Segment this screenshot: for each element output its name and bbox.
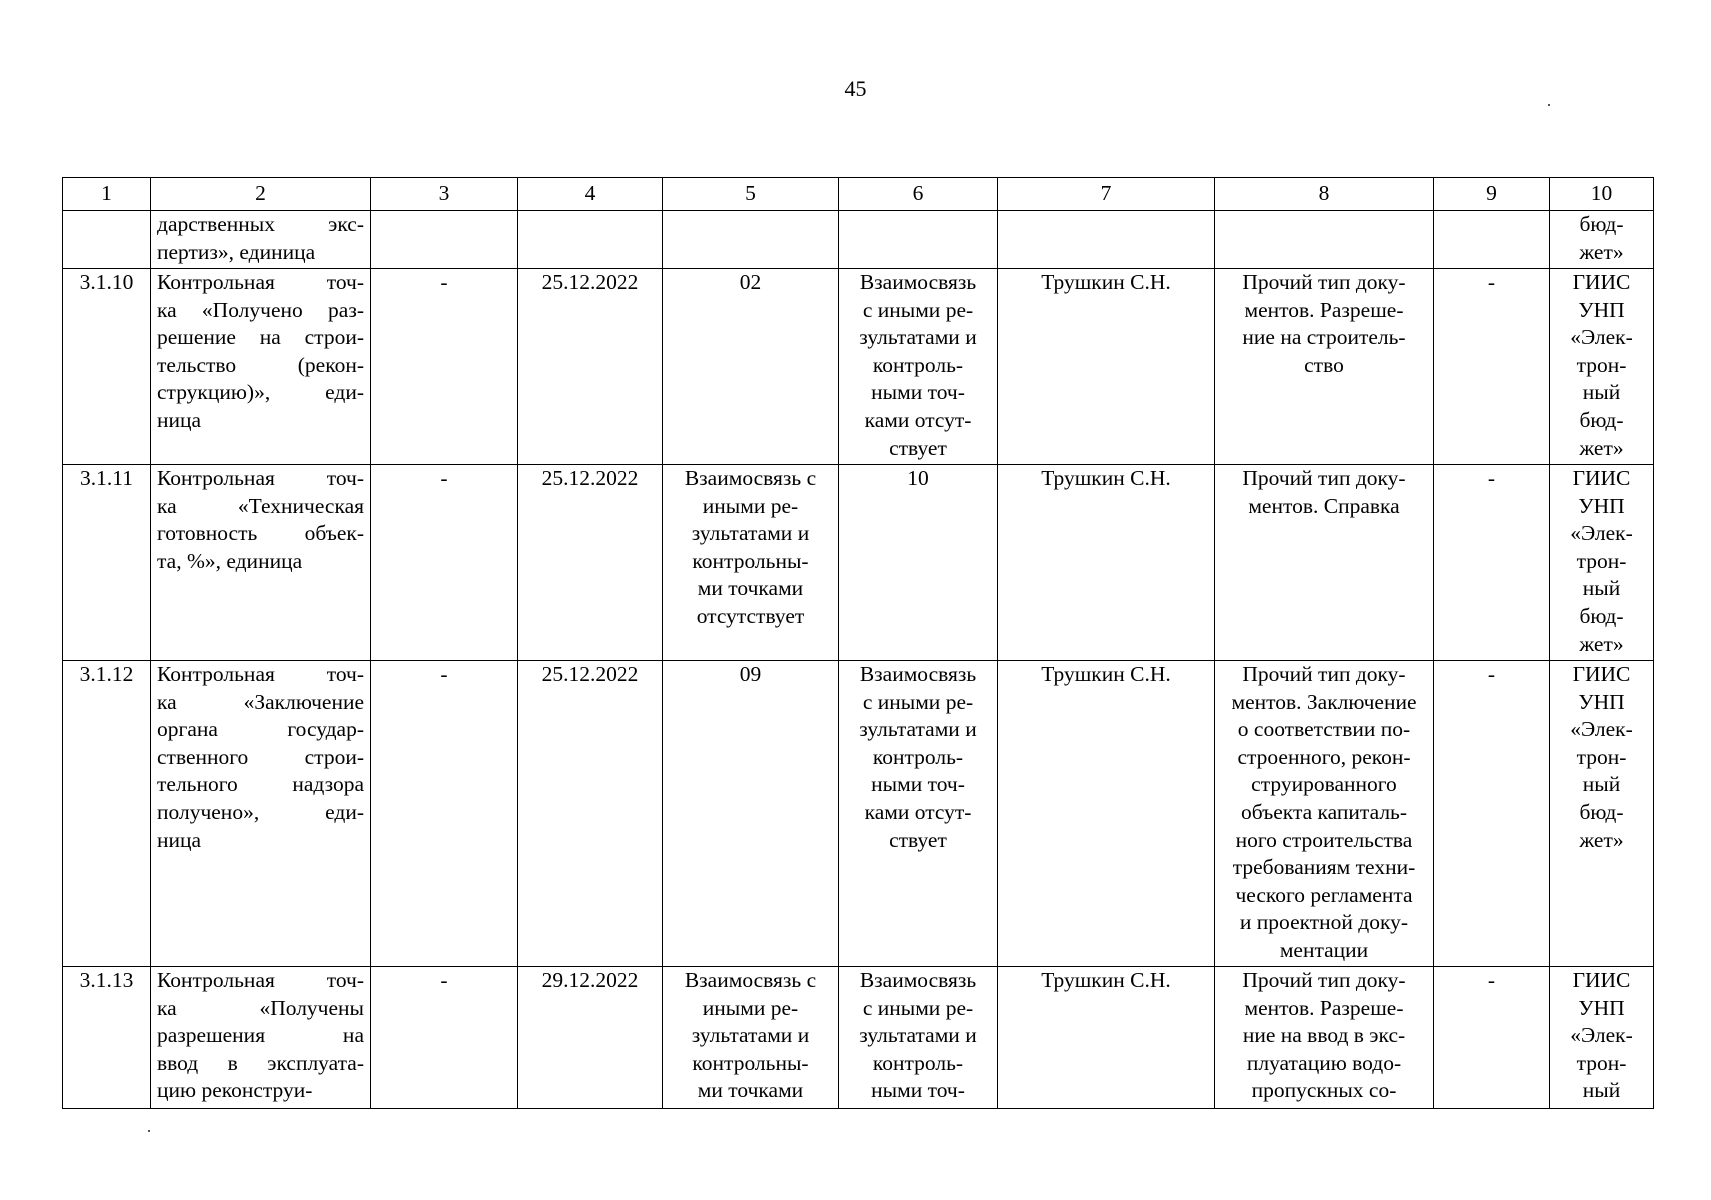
text-line: ми точками xyxy=(697,576,804,601)
text-line: ГИИС xyxy=(1572,968,1631,992)
text-line: ГИИС xyxy=(1572,270,1631,294)
text-line: Взаимосвязь xyxy=(859,968,977,992)
text-line: Трушкин С.Н. xyxy=(1041,662,1171,686)
text-line: - xyxy=(1487,662,1496,686)
text-line: органа государ- xyxy=(157,717,364,742)
text-line: получено», еди- xyxy=(157,799,364,824)
text-line: объекта капиталь- xyxy=(1240,799,1408,824)
text-line: ментов. Разреше- xyxy=(1244,995,1404,1020)
cell xyxy=(839,211,998,269)
system-cell xyxy=(1550,269,1654,465)
text-line: УНП xyxy=(1578,297,1625,322)
text-line: ный xyxy=(1582,1078,1621,1103)
text-line: «Элек- xyxy=(1570,1023,1633,1048)
text-line: тельство (рекон- xyxy=(157,352,364,377)
text-line: УНП xyxy=(1578,493,1625,518)
text-line: 3.1.10 xyxy=(79,270,134,294)
text-line: ментации xyxy=(1279,937,1369,962)
text-line: ствует xyxy=(889,435,947,460)
text-line: контроль- xyxy=(872,352,964,377)
cell xyxy=(1434,211,1550,269)
column-header: 7 xyxy=(998,178,1215,211)
column-header: 8 xyxy=(1215,178,1434,211)
dash-cell xyxy=(1434,269,1550,465)
text-line: ный xyxy=(1582,380,1621,405)
text-line: Контрольная точ- xyxy=(157,466,364,490)
table-row xyxy=(63,661,1654,967)
system-cell xyxy=(1550,967,1654,1109)
text-line: 3.1.12 xyxy=(79,662,134,686)
row-number-cell xyxy=(63,967,151,1109)
related-results-cell xyxy=(663,269,839,465)
text-line: «Элек- xyxy=(1570,325,1633,350)
text-line: бюд- xyxy=(1579,799,1624,824)
text-line: ками отсут- xyxy=(864,407,972,432)
text-line: жет» xyxy=(1579,435,1624,460)
text-line: - xyxy=(440,270,448,294)
text-line: ние на строитель- xyxy=(1242,325,1406,350)
text-line: - xyxy=(1487,270,1496,294)
continuation-row xyxy=(63,211,1654,269)
page-number: 45 xyxy=(844,76,867,101)
text-line: 02 xyxy=(739,270,762,294)
text-line: ментов. Разреше- xyxy=(1244,297,1404,322)
column-header: 9 xyxy=(1434,178,1550,211)
text-line: ными точ- xyxy=(871,380,965,405)
text-line: ГИИС xyxy=(1572,662,1631,686)
text-line: Контрольная точ- xyxy=(157,662,364,686)
text-line: трон- xyxy=(1576,548,1627,573)
scan-speck-bottom xyxy=(148,1130,150,1132)
text-line: ками отсут- xyxy=(864,799,972,824)
indicator-name-cell xyxy=(151,465,371,661)
text-line: 25.12.2022 xyxy=(541,466,639,490)
text-line: ка «Получены xyxy=(157,995,364,1020)
text-line: ными точ- xyxy=(871,772,965,797)
text-line: ГИИС xyxy=(1572,466,1631,490)
cell xyxy=(663,211,839,269)
indicator-name-cell xyxy=(151,211,371,269)
related-points-cell xyxy=(839,661,998,967)
related-points-cell xyxy=(839,967,998,1109)
row-number-cell xyxy=(63,269,151,465)
text-line: струированного xyxy=(1251,772,1397,797)
text-line: УНП xyxy=(1578,995,1625,1020)
text-line: «Элек- xyxy=(1570,717,1633,742)
text-line: Трушкин С.Н. xyxy=(1041,968,1171,992)
text-line: ка «Заключение xyxy=(157,689,364,714)
column-header: 10 xyxy=(1550,178,1654,211)
text-line: ние на ввод в экс- xyxy=(1242,1023,1406,1048)
text-line: строенного, рекон- xyxy=(1237,744,1411,769)
responsible-cell xyxy=(998,465,1215,661)
text-line: контрольны- xyxy=(692,548,809,573)
dash-cell xyxy=(1434,661,1550,967)
date-cell xyxy=(518,967,663,1109)
text-line: 25.12.2022 xyxy=(541,270,639,294)
text-line: отсутствует xyxy=(696,603,805,628)
text-line: УНП xyxy=(1578,689,1625,714)
text-line: ный xyxy=(1582,576,1621,601)
column-number-row xyxy=(63,178,1654,211)
text-line: 29.12.2022 xyxy=(541,968,639,992)
text-line: зультатами и xyxy=(859,325,977,350)
dash-cell xyxy=(1434,465,1550,661)
date-cell xyxy=(518,269,663,465)
text-line: пропускных со- xyxy=(1251,1078,1397,1103)
text-line: тельного надзора xyxy=(157,772,364,797)
text-line: контроль- xyxy=(872,744,964,769)
text-line: струкцию)», еди- xyxy=(157,380,364,405)
text-line: 10 xyxy=(907,466,929,490)
text-line: ка «Получено раз- xyxy=(157,297,364,322)
cell xyxy=(1215,211,1434,269)
text-line: «Элек- xyxy=(1570,521,1633,546)
text-line: 25.12.2022 xyxy=(541,662,639,686)
text-line: Трушкин С.Н. xyxy=(1041,270,1171,294)
text-line: ственного строи- xyxy=(157,744,364,769)
text-line: бюд- xyxy=(1579,603,1624,628)
text-line: дарственных экс- xyxy=(157,212,364,236)
text-line: иными ре- xyxy=(702,995,799,1020)
dash-cell xyxy=(371,465,518,661)
column-header: 5 xyxy=(663,178,839,211)
text-line: ми точками xyxy=(697,1078,804,1103)
text-line: плуатацию водо- xyxy=(1246,1050,1402,1075)
related-points-cell xyxy=(839,465,998,661)
text-line: трон- xyxy=(1576,1050,1627,1075)
text-line: Контрольная точ- xyxy=(157,270,364,294)
document-type-cell xyxy=(1215,661,1434,967)
column-header: 2 xyxy=(151,178,371,211)
dash-cell xyxy=(371,269,518,465)
dash-cell xyxy=(371,967,518,1109)
text-line: - xyxy=(440,662,448,686)
text-line: ка «Техническая xyxy=(157,493,364,518)
text-line: контроль- xyxy=(872,1050,964,1075)
text-line: зультатами и xyxy=(691,1023,810,1048)
scan-speck-right xyxy=(1548,104,1550,106)
text-line: Взаимосвязь с xyxy=(684,466,817,490)
text-line: и проектной доку- xyxy=(1239,910,1409,935)
document-type-cell xyxy=(1215,465,1434,661)
cell xyxy=(371,211,518,269)
cell xyxy=(998,211,1215,269)
text-line: Контрольная точ- xyxy=(157,968,364,992)
text-line: жет» xyxy=(1579,631,1624,656)
text-line: Трушкин С.Н. xyxy=(1041,466,1171,490)
row-number-cell xyxy=(63,661,151,967)
indicator-name-cell xyxy=(151,967,371,1109)
indicator-name-cell xyxy=(151,661,371,967)
text-line: ный xyxy=(1582,772,1621,797)
row-number-cell xyxy=(63,465,151,661)
related-results-cell xyxy=(663,661,839,967)
table-row xyxy=(63,465,1654,661)
text-line: зультатами и xyxy=(691,521,810,546)
text-line: разрешения на xyxy=(157,1023,364,1048)
text-line: Прочий тип доку- xyxy=(1242,270,1406,294)
text-line: бюд- xyxy=(1579,212,1624,236)
text-line: о соответствии по- xyxy=(1237,717,1411,742)
text-line: ментов. Справка xyxy=(1248,493,1400,518)
document-type-cell xyxy=(1215,269,1434,465)
text-line: решение на строи- xyxy=(157,325,364,350)
column-header: 6 xyxy=(839,178,998,211)
text-line: ница xyxy=(157,827,202,852)
text-line: Взаимосвязь xyxy=(859,270,977,294)
indicator-name-cell xyxy=(151,269,371,465)
results-table xyxy=(62,177,1654,1109)
dash-cell xyxy=(371,661,518,967)
text-line: - xyxy=(440,968,448,992)
system-cell xyxy=(1550,465,1654,661)
text-line: 09 xyxy=(739,662,762,686)
responsible-cell xyxy=(998,269,1215,465)
column-header: 1 xyxy=(63,178,151,211)
text-line: Прочий тип доку- xyxy=(1242,968,1406,992)
table-row xyxy=(63,269,1654,465)
text-line: требованиям техни- xyxy=(1232,855,1416,880)
related-results-cell xyxy=(663,465,839,661)
text-line: ствует xyxy=(889,827,947,852)
related-points-cell xyxy=(839,269,998,465)
text-line: - xyxy=(1487,968,1496,992)
text-line: с иными ре- xyxy=(862,689,974,714)
text-line: ного строительства xyxy=(1235,827,1413,852)
text-line: трон- xyxy=(1576,744,1627,769)
dash-cell xyxy=(1434,967,1550,1109)
text-line: Прочий тип доку- xyxy=(1242,466,1406,490)
text-line: с иными ре- xyxy=(862,297,974,322)
text-line: цию реконструи- xyxy=(157,1078,313,1103)
text-line: пертиз», единица xyxy=(157,239,316,264)
text-line: Взаимосвязь xyxy=(859,662,977,686)
text-line: бюд- xyxy=(1579,407,1624,432)
text-line: Прочий тип доку- xyxy=(1242,662,1406,686)
date-cell xyxy=(518,661,663,967)
text-line: та, %», единица xyxy=(157,548,303,573)
text-line: трон- xyxy=(1576,352,1627,377)
text-line: зультатами и xyxy=(859,1023,977,1048)
date-cell xyxy=(518,465,663,661)
text-line: с иными ре- xyxy=(862,995,974,1020)
system-cell xyxy=(1550,661,1654,967)
system-cell xyxy=(1550,211,1654,269)
column-header: 3 xyxy=(371,178,518,211)
text-line: - xyxy=(440,466,448,490)
cell xyxy=(518,211,663,269)
responsible-cell xyxy=(998,661,1215,967)
text-line: иными ре- xyxy=(702,493,799,518)
responsible-cell xyxy=(998,967,1215,1109)
related-results-cell xyxy=(663,967,839,1109)
column-header: 4 xyxy=(518,178,663,211)
table-row xyxy=(63,967,1654,1109)
text-line: ческого регламента xyxy=(1235,882,1413,907)
text-line: 3.1.13 xyxy=(79,968,134,992)
document-type-cell xyxy=(1215,967,1434,1109)
text-line: контрольны- xyxy=(692,1050,809,1075)
text-line: зультатами и xyxy=(859,717,977,742)
text-line: ница xyxy=(157,407,202,432)
text-line: ными точ- xyxy=(871,1078,965,1103)
text-line: жет» xyxy=(1579,239,1624,264)
text-line: готовность объек- xyxy=(157,521,364,546)
text-line: ментов. Заключение xyxy=(1231,689,1417,714)
text-line: - xyxy=(1487,466,1496,490)
text-line: ство xyxy=(1304,352,1344,377)
text-line: 3.1.11 xyxy=(80,466,133,490)
row-number-cell xyxy=(63,211,151,269)
text-line: Взаимосвязь с xyxy=(684,968,817,992)
text-line: жет» xyxy=(1579,827,1624,852)
text-line: ввод в эксплуата- xyxy=(157,1050,364,1075)
